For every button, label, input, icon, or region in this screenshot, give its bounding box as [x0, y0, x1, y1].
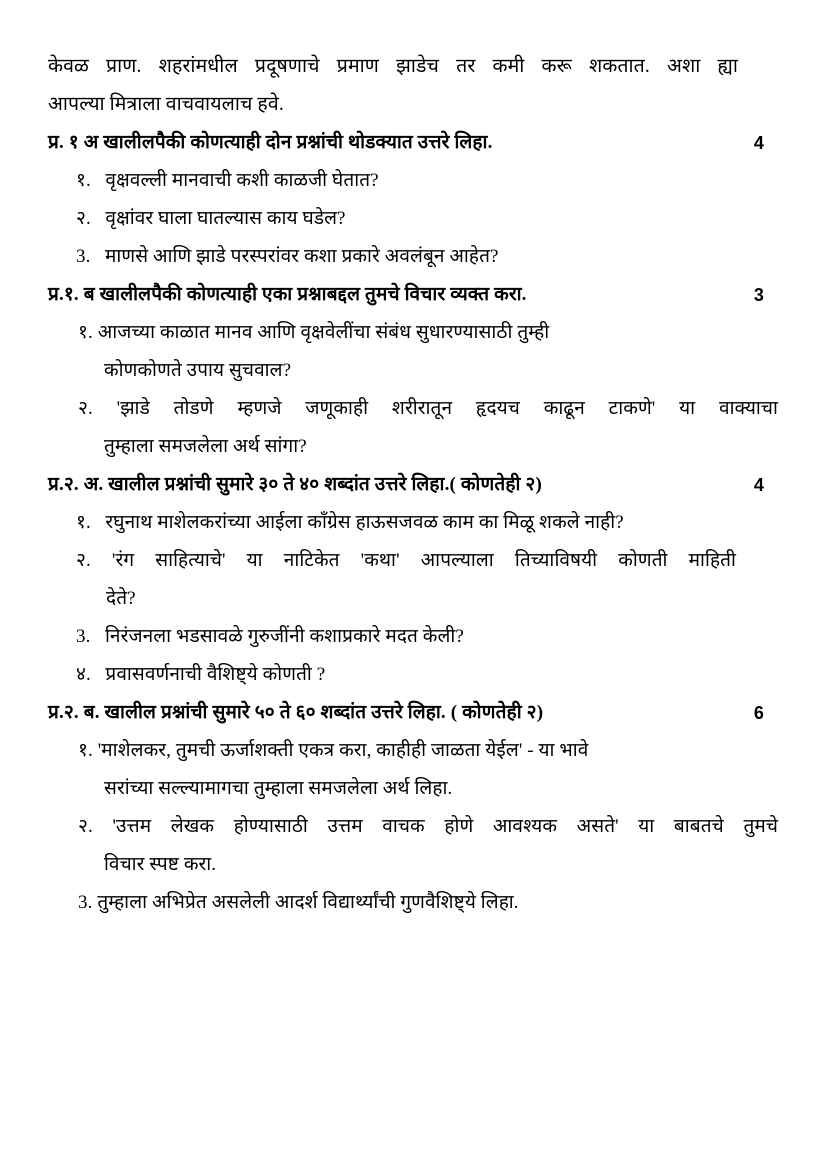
sub-question-text: रघुनाथ माशेलकरांच्या आईला काँग्रेस हाऊसजवळ काम का मिळू शकले नाही?: [105, 512, 624, 533]
marks-1a: 4: [753, 133, 764, 153]
sub-question-1b-1: [48, 314, 780, 352]
sub-question-2a-3: [48, 618, 780, 656]
sub-question-number: २.: [76, 550, 91, 571]
sub-question-1b-2: [48, 390, 778, 428]
document-body: [48, 48, 780, 922]
sub-question-text: वृक्षवल्ली मानवाची कशी काळजी घेतात?: [105, 170, 379, 191]
sub-question-number: २.: [78, 816, 93, 837]
marks-1b: 3: [753, 285, 764, 305]
sub-question-number: १.: [78, 322, 93, 343]
sub-question-number: 3.: [76, 626, 91, 647]
sub-question-text: निरंजनला भडसावळे गुरुजींनी कशाप्रकारे मदत केली?: [105, 626, 464, 647]
sub-question-1b-2-line-2: तुम्हाला समजलेला अर्थ सांगा?: [104, 436, 307, 457]
sub-question-2b-2-line-2: विचार स्पष्ट करा.: [104, 854, 217, 875]
question-heading-1b: [48, 276, 780, 314]
sub-question-1b-1-line-2: कोणकोणते उपाय सुचवाल?: [104, 360, 292, 381]
sub-question-number: ४.: [76, 664, 91, 685]
sub-question-2a-2-line-2: देते?: [106, 588, 136, 609]
question-heading-1a-text: प्र. १ अ खालीलपैकी कोणत्याही दोन प्रश्नांची थोडक्यात उत्तरे लिहा.: [48, 132, 493, 153]
sub-question-1a-2: [48, 200, 780, 238]
sub-question-number: १.: [76, 170, 91, 191]
question-heading-2b-text: प्र.२. ब. खालील प्रश्नांची सुमारे ५० ते ६० शब्दांत उत्तरे लिहा. ( कोणतेही २): [48, 702, 544, 723]
sub-question-1a-1: [48, 162, 780, 200]
sub-question-number: २.: [78, 398, 93, 419]
sub-question-number: 3.: [78, 892, 93, 913]
intro-paragraph-line-1: केवळ प्राण. शहरांमधील प्रदूषणाचे प्रमाण झाडेच तर कमी करू शकतात. अशा ह्या: [48, 56, 738, 77]
sub-question-2b-2: [48, 808, 778, 846]
sub-question-number: १.: [78, 740, 93, 761]
marks-2b: 6: [753, 703, 764, 723]
sub-question-2a-2: [48, 542, 736, 580]
sub-question-text: आजच्या काळात मानव आणि वृक्षवेलींचा संबंध सुधारण्यासाठी तुम्ही: [97, 322, 550, 343]
sub-question-number: २.: [76, 208, 91, 229]
marks-2a: 4: [753, 475, 764, 495]
sub-question-2b-3: [48, 884, 780, 922]
question-heading-1b-text: प्र.१. ब खालीलपैकी कोणत्याही एका प्रश्नाबद्दल तुमचे विचार व्यक्त करा.: [48, 284, 527, 305]
question-heading-1a: [48, 124, 780, 162]
question-heading-2a-text: प्र.२. अ. खालील प्रश्नांची सुमारे ३० ते ४० शब्दांत उत्तरे लिहा.( कोणतेही २): [48, 474, 542, 495]
sub-question-text: 'झाडे तोडणे म्हणजे जणूकाही शरीरातून हृदयच काढून टाकणे' या वाक्याचा: [116, 398, 778, 419]
intro-paragraph-line-2: आपल्या मित्राला वाचवायलाच हवे.: [48, 94, 284, 115]
sub-question-text: 'माशेलकर, तुमची ऊर्जाशक्ती एकत्र करा, काहीही जाळता येईल' - या भावे: [97, 740, 589, 761]
sub-question-1a-3: [48, 238, 780, 276]
sub-question-text: प्रवासवर्णनाची वैशिष्ट्ये कोणती ?: [105, 664, 326, 685]
sub-question-number: १.: [76, 512, 91, 533]
sub-question-text: 'रंग साहित्याचे' या नाटिकेत 'कथा' आपल्याला तिच्याविषयी कोणती माहिती: [111, 550, 736, 571]
question-heading-2b: [48, 694, 780, 732]
sub-question-2a-4: [48, 656, 780, 694]
sub-question-text: तुम्हाला अभिप्रेत असलेली आदर्श विद्यार्थ्यांची गुणवैशिष्ट्ये लिहा.: [97, 892, 519, 913]
question-heading-2a: [48, 466, 780, 504]
sub-question-2b-1: [48, 732, 780, 770]
sub-question-2b-1-line-2: सरांच्या सल्ल्यामागचा तुम्हाला समजलेला अर्थ लिहा.: [104, 778, 453, 799]
sub-question-2a-1: [48, 504, 780, 542]
sub-question-number: 3.: [76, 246, 91, 267]
sub-question-text: 'उत्तम लेखक होण्यासाठी उत्तम वाचक होणे आवश्यक असते' या बाबतचे तुमचे: [112, 816, 778, 837]
sub-question-text: माणसे आणि झाडे परस्परांवर कशा प्रकारे अवलंबून आहेत?: [105, 246, 499, 267]
sub-question-text: वृक्षांवर घाला घातल्यास काय घडेल?: [105, 208, 346, 229]
